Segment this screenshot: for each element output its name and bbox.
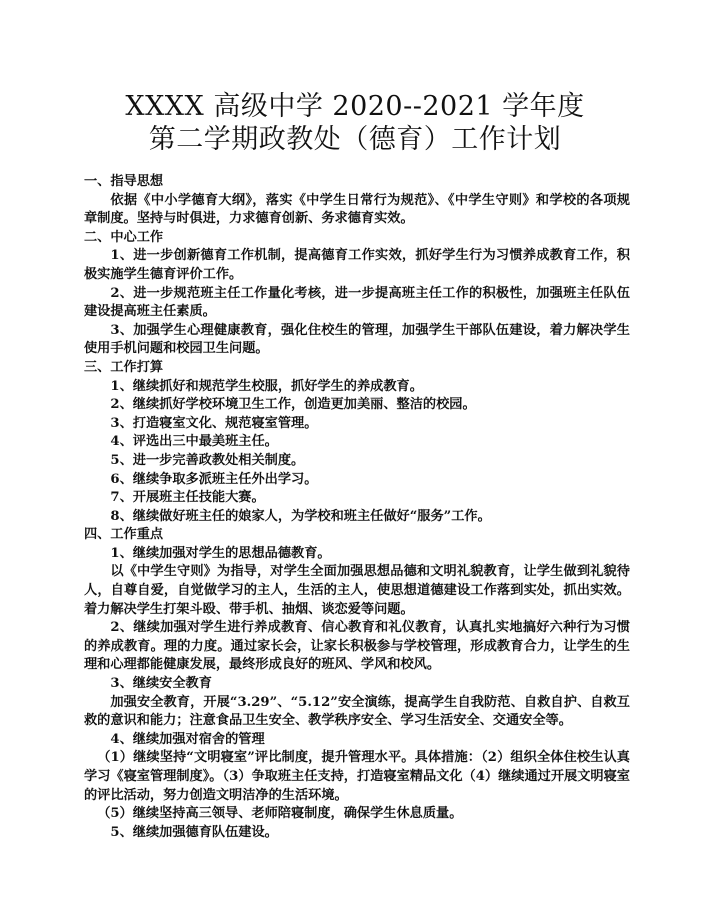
paragraph: 2、继续加强对学生进行养成教育、信心教育和礼仪教育，认真扎实地搞好六种行为习惯的养成教育。理的力度。通过家长会，让家长积极参与学校管理，形成教育合力，让学生的生理和心理都能健康发展，最终形成良好的班风、学风和校风。 xyxy=(84,620,630,673)
paragraph: 8、继续做好班主任的娘家人，为学校和班主任做好“服务”工作。 xyxy=(110,508,491,524)
paragraph: （1）继续坚持“文明寝室”评比制度，提升管理水平。具体措施：（2）组织全体住校生认真学习《寝室管理制度》。（3）争取班主任支持，打造寝室精品文化（4）继续通过开展文明寝室的评比活动，努力创造文明洁净的生活环境。 xyxy=(84,750,630,803)
paragraph: 以《中学生守则》为指导，对学生全面加强思想品德和文明礼貌教育，让学生做到礼貌待人，自尊自爱，自觉做学习的主人，生活的主人，使思想道德建设工作落到实处，抓出实效。着力解决学生打架斗殴、带手机、抽烟、谈恋爱等问题。 xyxy=(84,564,630,617)
section-heading: 三、工作打算 xyxy=(84,359,164,375)
paragraph: 加强安全教育，开展“3.29”、“5.12”安全演练，提高学生自我防范、自救自护、自救互救的意识和能力；注意食品卫生安全、教学秩序安全、学习生活安全、交通安全等。 xyxy=(84,694,630,729)
paragraph: 4、继续加强对宿舍的管理 xyxy=(110,731,265,747)
document-body xyxy=(84,173,630,842)
paragraph: 2、继续抓好学校环境卫生工作，创造更加美丽、整洁的校园。 xyxy=(110,397,476,413)
paragraph: （5）继续坚持高三领导、老师陪寝制度，确保学生休息质量。 xyxy=(97,806,463,822)
paragraph: 4、评选出三中最美班主任。 xyxy=(110,434,278,450)
paragraph: 3、打造寝室文化、规范寝室管理。 xyxy=(110,415,318,431)
paragraph: 1、进一步创新德育工作机制，提高德育工作实效，抓好学生行为习惯养成教育工作，积极实施学生德育评价工作。 xyxy=(84,248,630,282)
document-title-line1: XXXX 高级中学 2020--2021 学年度 xyxy=(125,91,585,122)
section-heading: 四、工作重点 xyxy=(84,527,164,543)
paragraph: 3、继续安全教育 xyxy=(110,676,212,692)
paragraph: 3、加强学生心理健康教育，强化住校生的管理，加强学生干部队伍建设，着力解决学生使用手机问题和校园卫生问题。 xyxy=(84,322,630,357)
document-title-line2: 第二学期政教处（德育）工作计划 xyxy=(148,124,562,155)
paragraph: 6、继续争取多派班主任外出学习。 xyxy=(110,471,318,487)
paragraph: 2、进一步规范班主任工作量化考核，进一步提高班主任工作的积极性，加强班主任队伍建设提高班主任素质。 xyxy=(84,285,630,320)
paragraph: 5、继续加强德育队伍建设。 xyxy=(110,824,278,840)
paragraph: 1、继续抓好和规范学生校服，抓好学生的养成教育。 xyxy=(110,378,423,394)
paragraph: 依据《中小学德育大纲》，落实《中学生日常行为规范》、《中学生守则》和学校的各项规章制度。坚持与时俱进，力求德育创新、务求德育实效。 xyxy=(84,192,630,227)
paragraph: 7、开展班主任技能大赛。 xyxy=(110,490,265,506)
section-heading: 一、指导思想 xyxy=(84,174,164,189)
paragraph: 1、继续加强对学生的思想品德教育。 xyxy=(110,545,331,561)
section-heading: 二、中心工作 xyxy=(84,229,164,245)
paragraph: 5、进一步完善政教处相关制度。 xyxy=(110,452,305,468)
